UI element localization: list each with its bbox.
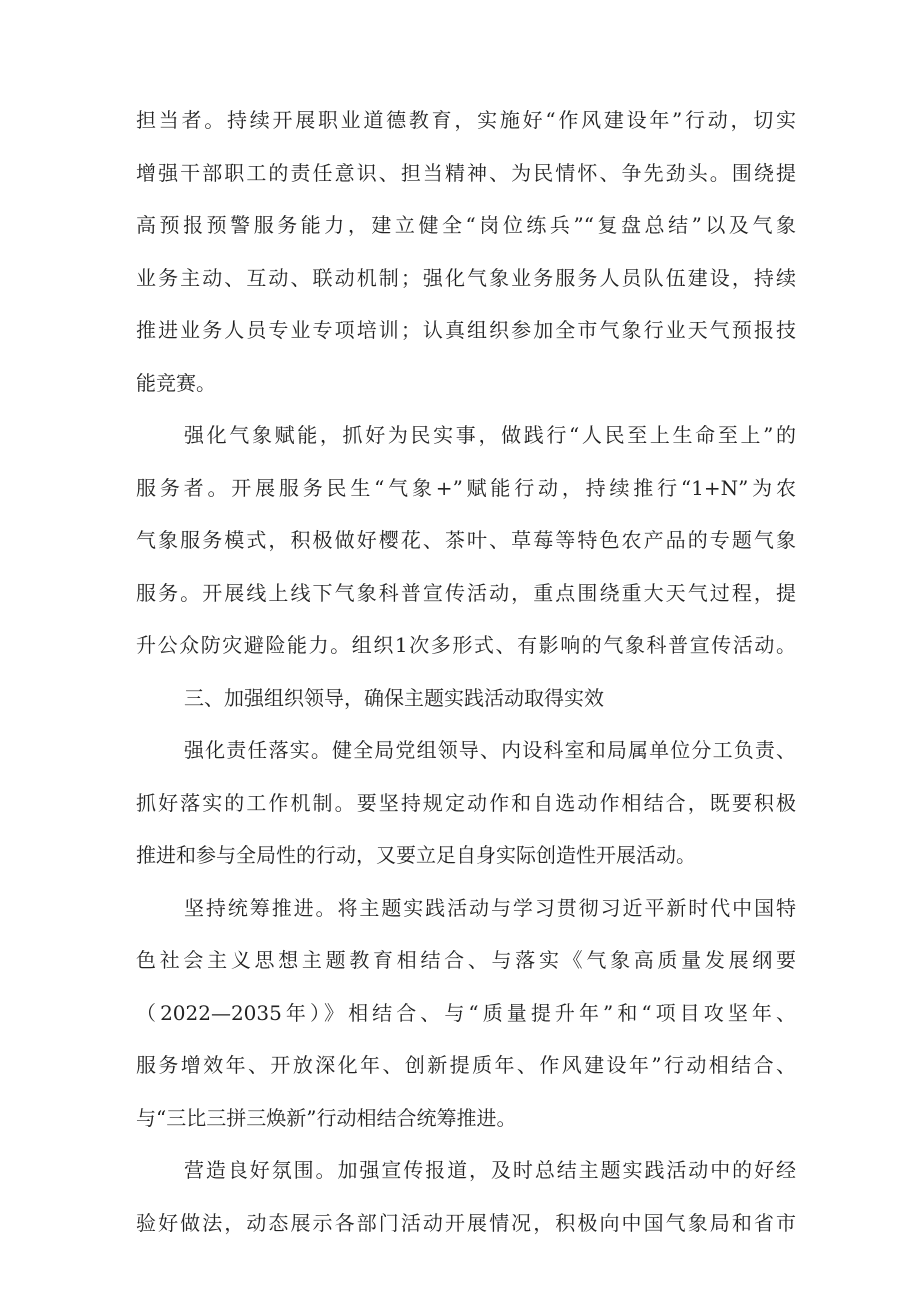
paragraph-line: 服务者。开展服务民生“气象+”赋能行动，持续推行“1+N”为农 — [136, 475, 796, 500]
paragraph-line: 服务。开展线上线下气象科普宣传活动，重点围绕重大天气过程，提 — [136, 580, 796, 605]
paragraph-line: 高预报预警服务能力，建立健全“岗位练兵”“复盘总结”以及气象 — [136, 213, 796, 237]
paragraph-line: 服务增效年、开放深化年、创新提质年、作风建设年”行动相结合、 — [136, 1053, 796, 1077]
paragraph-line: 坚持统筹推进。将主题实践活动与学习贯彻习近平新时代中国特 — [184, 895, 796, 920]
paragraph-line: 强化责任落实。健全局党组领导、内设科室和局属单位分工负责、 — [184, 738, 796, 762]
paragraph-line: 营造良好氛围。加强宣传报道，及时总结主题实践活动中的好经 — [184, 1158, 796, 1182]
paragraph-line: （2022—2035年）》相结合、与“质量提升年”和“项目攻坚年、 — [136, 1000, 796, 1025]
paragraph-line: 气象服务模式，积极做好樱花、茶叶、草莓等特色农产品的专题气象 — [136, 528, 796, 552]
paragraph-line: 色社会主义思想主题教育相结合、与落实《气象高质量发展纲要 — [136, 948, 796, 972]
paragraph-line: 增强干部职工的责任意识、担当精神、为民情怀、争先劲头。围绕提 — [136, 160, 796, 185]
paragraph-line: 业务主动、互动、联动机制；强化气象业务服务人员队伍建设，持续 — [136, 265, 796, 290]
section-heading: 三、加强组织领导，确保主题实践活动取得实效 — [184, 685, 604, 710]
paragraph-line: 推进和参与全局性的行动，又要立足自身实际创造性开展活动。 — [136, 843, 696, 867]
paragraph-line: 能竞赛。 — [136, 370, 216, 395]
paragraph-line: 与“三比三拼三焕新”行动相结合统筹推进。 — [136, 1105, 517, 1130]
paragraph-line: 抓好落实的工作机制。要坚持规定动作和自选动作相结合，既要积极 — [136, 790, 796, 815]
paragraph-line: 升公众防灾避险能力。组织1次多形式、有影响的气象科普宣传活动。 — [136, 633, 796, 657]
paragraph-line: 推进业务人员专业专项培训；认真组织参加全市气象行业天气预报技 — [136, 318, 796, 342]
paragraph-line: 担当者。持续开展职业道德教育，实施好“作风建设年”行动，切实 — [136, 108, 796, 132]
paragraph-line: 验好做法，动态展示各部门活动开展情况，积极向中国气象局和省市 — [136, 1210, 796, 1235]
paragraph-line: 强化气象赋能，抓好为民实事，做践行“人民至上生命至上”的 — [184, 423, 796, 447]
